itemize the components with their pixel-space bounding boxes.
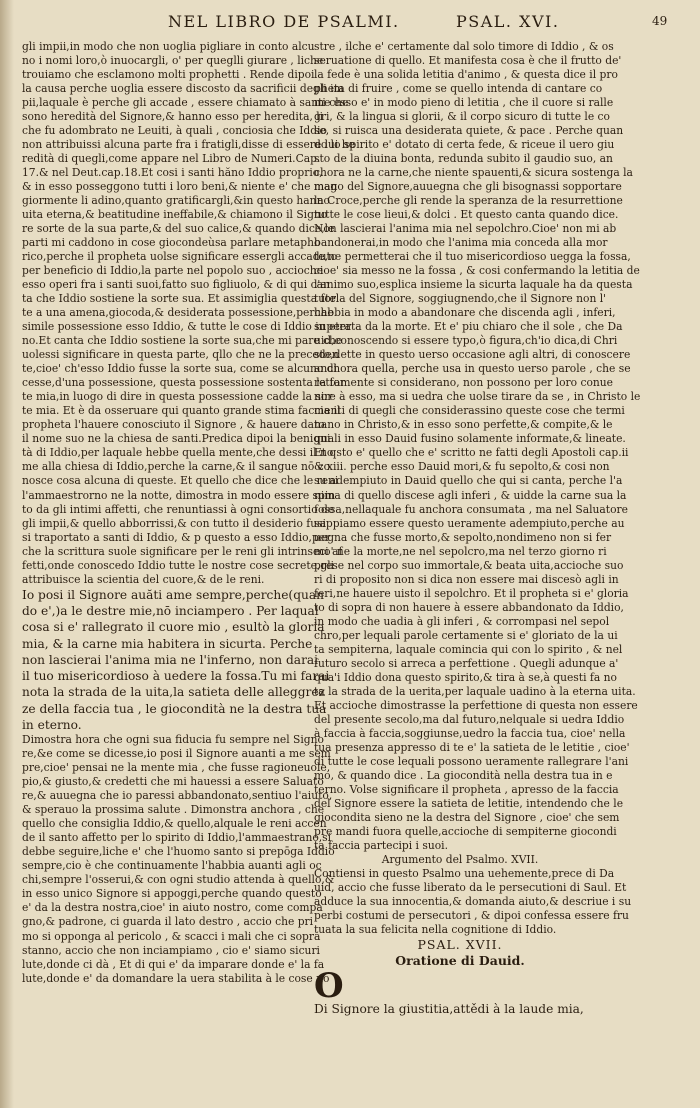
text-line: & sperauo la prossima salute . Dimonstra anchora , che [22,803,325,817]
text-line: che fu adombrato ne Leuiti, à quali , conciosia che Iddio [22,124,327,138]
text-line: te,ne permetterai che il tuo misericordioso uegga la fossa, [314,250,631,264]
text-line: re,&e come se dicesse,io posi il Signore auanti a me sem [22,747,331,761]
text-line: pre mandi fuora quelle,accioche di sempiterne giocondi [314,824,617,838]
commentary-block-1 [22,40,355,587]
text-line: seruatione di quello. Et manifesta cosa è che il frutto de' [314,54,622,68]
verse-line: non lascierai l'anima mia ne l'inferno, non darai [22,652,319,667]
commentary-block-3 [314,40,641,853]
text-line: fetti,onde conoscedo Iddio tutte le nostre cose secrete,gli [22,558,335,572]
text-line: tua presenza appresso di te e' la satieta de le letitie , cioe' [314,740,630,754]
text-line: nima di quello discese agli inferi , & uidde la carne sua la [314,488,627,502]
text-line: te mia,in luogo di dire in questa possessione cadde la sor [22,390,333,404]
text-line: del presente secolo,ma dal futuro,nelquale si uedra Iddio [314,712,625,726]
text-line: su adempiuto in Dauid quello che qui si canta, perche l'a [314,474,623,488]
text-line: Et qsto e' quello che e' scritto ne fatti degli Apostoli cap.ii [314,446,629,460]
text-line: à faccia à faccia,soggiunse,uedro la faccia tua, cioe' nella [314,726,626,740]
text-line: prese nel corpo suo immortale,& beata uita,accioche suo [314,558,624,572]
text-line: bandonerai,in modo che l'anima mia conceda alla mor [314,236,608,250]
verse-line: in eterno. [22,717,82,732]
left-column [22,40,355,986]
text-line: qua'i Iddio dona questo spirito,& tira à se,à questi fa no [314,670,617,684]
text-line: nire à esso, ma si uedra che uolse tirare da se , in Christo le [314,390,641,404]
text-line: Dimostra hora che ogni sua fiducia fu sempre nel Signo [22,733,324,747]
text-line: uid,conoscendo si essere typo,ò figura,ch'io dica,di Chri [314,334,618,348]
text-line: te a una amena,giocoda,& desiderata possessione,perche [22,306,334,320]
folio-number: 49 [652,14,668,28]
text-line: cioe' sia messo ne la fossa , & cosi confermando la letitia de [314,264,640,278]
running-head [0,12,700,38]
running-head-title: NEL LIBRO DE PSALMI. [168,12,400,31]
argument-line: Contiensi in questo Psalmo una uehemente,prece di Da [314,866,615,880]
text-line: to di sopra di non hauere à essere abbandonato da Iddio, [314,600,624,614]
right-column [314,40,641,1017]
text-line: terno. Volse significare il propheta , apresso de la faccia [314,782,619,796]
verse-line: il tuo misericordioso à uedere la fossa.Tu mi farai [22,669,330,684]
psalm-number: PSAL. XVII. [417,937,503,952]
text-line: mano del Signore,auuegna che gli bisognassi sopportare [314,180,622,194]
text-line: tutte le cose lieui,& dolci . Et questo canta quando dice. [314,208,619,222]
psalm-title: Oratione di Dauid. [395,953,525,968]
text-line: ta che Iddio sostiene la sorte sua. Et assimiglia questa for [22,292,336,306]
text-line: e' da la destra nostra,cioe' in aiuto nostro, come compa [22,901,323,915]
text-line: giormente li adino,quanto gratificargli,&in questo hanno [22,194,330,208]
text-line: che la scrittura suole significare per le reni gli intrinseci af [22,544,343,558]
text-line: si traportato a santi di Iddio, & p questo a esso Iddio,per [22,530,331,544]
verse-line: Io posi il Signore auăti ame sempre,perche(quan [22,587,324,602]
text-line: gno,& padrone, ci guarda il lato destro , accio che pri [22,915,314,929]
text-line: gli impii,& quello abborrissi,& con tutto il desiderio fusi [22,516,327,530]
drop-cap-initial: O [314,966,344,1006]
verse-line: ze della faccia tua , le giocondità ne la destra tua [22,701,327,716]
text-line: nano in Christo,& in esso sono perfette,& compite,& le [314,418,613,432]
text-line: ta faccia partecipi i suoi. [314,838,448,852]
text-line: il nome suo ne la chiesa de santi.Predica dipoi la benigni [22,432,331,446]
text-line: ta sempiterna, laquale comincia qui con lo spirito , & nel [314,642,623,656]
text-line: nosce cosa alcuna di queste. Et quello che dice che le reni [22,474,339,488]
text-line: parti mi caddono in cose giocondeùsa parlare metapho [22,236,321,250]
verse-line: nota la strada de la uita,la satieta delle alleggrez [22,685,325,700]
text-line: futuro secolo si arreca a perfettione . Quegli adunque a' [314,656,619,670]
text-line: uegna che fusse morto,& sepolto,nondimeno non si fer [314,530,612,544]
text-line: la causa perche uoglia essere discosto da sacrificii degli im [22,82,344,96]
verse-block [22,587,330,734]
text-line: chi,sempre l'osserui,& con ogni studio attenda à quello,& [22,873,335,887]
text-line: in modo che uadia à gli inferi , & corrompasi nel sepol [314,614,610,628]
text-line: no.Et canta che Iddio sostiene la sorte sua,che mi pare che [22,334,343,348]
text-line: tà di Iddio,per laquale hebbe quella mente,che dessi il no [22,446,334,460]
verse-line: cosa si e' rallegrato il cuore mio , esultò la gloria [22,620,325,635]
argument-line: perbi costumi de persecutori , & dipoi confessa essere fru [314,908,629,922]
text-line: pio,& giusto,& credetti che mi hauessi a essere Saluato [22,775,324,789]
text-line: re sorte de la sua parte,& del suo calice,& quando dice,le [22,222,335,236]
text-line: sempre,cio è che continuamente l'habbia auanti agli oc [22,859,322,873]
text-line: sto,dette in questo uerso occasione agli altri, di conoscere [314,348,631,362]
text-line: mo' ne la morte,ne nel sepolcro,ma nel terzo giorno ri [314,544,607,558]
text-line: & xiii. perche esso Dauid mori,& fu sepolto,& cosi non [314,460,610,474]
text-line: do lo spirito e' dotato di certa fede, & riceue il uero giu [314,138,615,152]
text-line: menti di quegli che considerassino queste cose che termi [314,404,625,418]
text-line: stre , ilche e' certamente dal solo timore di Iddio , & os [314,40,614,53]
text-line: me alla chiesa di Iddio,perche la carne,& il sangue nō co [22,460,331,474]
text-line: uita eterna,& beatitudine ineffabile,& chiamono il Signo [22,208,328,222]
text-line: del Signore essere la satieta de letitie, intendendo che le [314,796,624,810]
text-line: tutela del Signore, soggiugnendo,che il Signore non l' [314,292,607,306]
text-line: attribuisce la scientia del cuore,& de le reni. [22,572,265,586]
text-line: giocondita sieno ne la destra del Signore , cioe' che sem [314,810,620,824]
text-line: 17.& nel Deut.cap.18.Et cosi i santi hăno Iddio proprio, [22,166,323,180]
text-line: te,cioe' ch'esso Iddio fusse la sorte sua, come se alcuno di [22,362,338,376]
text-line: la fede è una solida letitia d'animo , & questa dice il pro [314,68,618,82]
text-line: quello che consiglia Iddio,& quello,alquale le reni accen [22,817,327,831]
text-line: habbia in modo a abandonare che discenda agli , inferi, [314,306,616,320]
text-line: rettamente si considerano, non possono per loro conue [314,376,613,390]
binding-gutter [0,0,14,1108]
text-line: simile possessione esso Iddio, & tutte le cose di Iddio in eter [22,320,352,334]
text-line: feri,ne hauere uisto il sepolchro. Et il propheta si e' gloria [314,586,629,600]
verse-line: do e'‚)a le destre mie,nō inciampero . Per laqual [22,603,319,618]
text-line: la Croce,perche gli rende la speranza de la resurrettione [314,194,623,208]
text-line: pii,laquale è perche gli accade , essere chiamato à santi che [22,96,349,110]
text-line: lute,donde e' da domandare la uera stabilita à le cose no [22,971,330,985]
text-line: redità di quegli,come appare nel Libro de Numeri.Cap. [22,152,321,166]
first-verse [314,966,606,1017]
text-line: sappiamo essere questo ueramente adempiuto,perche au [314,516,625,530]
verse-line: mia, & la carne mia habitera in sicurta. Perche [22,636,313,651]
text-line: l'ammaestrorno ne la notte, dimostra in modo essere spin [22,488,336,502]
argument-line: uid, accio che fusse liberato da le persecutioni di Saul. Et [314,880,627,894]
text-line: se, si ruisca una desiderata quiete, & pace . Perche quan [314,124,624,138]
text-line: trouiamo che esclamono molti prophetti . Rende dipoi [22,68,315,82]
text-line: sto de la diuina bonta, redunda subito il gaudio suo, an [314,152,613,166]
text-line: pre,cioe' pensai ne la mente mia , che fusse ragioneuole, [22,761,331,775]
text-line: quali in esso Dauid fusino solamente informate,& lineate. [314,432,626,446]
first-verse-text: Di Signore la giustitia,attědi à la laude mia, [314,1002,584,1016]
text-line: de il santo affetto per lo spirito di Iddio,l'ammaestrano,si [22,831,332,845]
text-line: gri, & la lingua si glorii, & il corpo sicuro di tutte le co [314,110,610,124]
text-line: di tutte le cose lequali possono ueramente rallegrare l'ani [314,754,629,768]
text-line: te mia. Et è da osseruare qui quanto grande stima faccia il [22,404,341,418]
text-line: mo, & quando dice . La giocondità nella destra tua in e [314,768,613,782]
text-line: sono heredità del Signore,& hanno esso per heredita, li [22,110,324,124]
text-line: chora ne la carne,che niente spauenti,& sicura sostenga la [314,166,633,180]
text-line: Non lascierai l'anima mia nel sepolchro.Cioe' non mi ab [314,222,617,236]
text-line: ri di proposito non si dica non essere mai discesò agli in [314,572,619,586]
text-line: non attribuissi alcuna parte fra i fratigli,disse di essere lui he [22,138,355,152]
text-line: esso operi fra i santi suoi,fatto suo figliuolo, & di qui can [22,278,330,292]
text-line: gli impii,in modo che non uoglia pigliare in conto alcu [22,40,315,53]
text-line: debbe seguire,liche e' che l'huomo santo si prepōga Iddio [22,845,335,859]
text-line: lute,donde ci dà , Et di qui e' da imparare donde e' la fa [22,957,325,971]
argument-title: Argumento del Psalmo. XVII. [381,852,539,866]
text-line: to da gli intimi affetti, che renuntiassi à ogni consortio de [22,502,335,516]
text-line: stanno, accio che non inciampiamo , cio e' siamo sicuri [22,943,320,957]
text-line: in esso unico Signore si appoggi,perche quando questo [22,887,322,901]
text-line: Et accioche dimostrasse la perfettione di questa non essere [314,698,638,712]
argument-text [314,866,632,937]
text-line: & in esso posseggono tutti i loro beni,& niente e' che mag [22,180,338,194]
argument-line: tuata la sua felicita nella cognitione di Iddio. [314,922,557,936]
text-line: mo si opponga al pericolo , & scacci i mali che ci sopra [22,929,321,943]
text-line: per beneficio di Iddio,la parte nel popolo suo , accioche [22,264,323,278]
text-line: cesse,d'una possessione, questa possessione sostenta la for [22,376,345,390]
commentary-block-2 [22,733,335,985]
text-line: propheta l'hauere conosciuto il Signore , & hauere dato [22,418,325,432]
running-head-psalm: PSAL. XVI. [456,12,560,31]
text-line: pheta di fruire , come se quello intenda di cantare co [314,82,603,96]
text-line: uolessi significare in questa parte, qllo che ne la preceden [22,348,339,362]
text-line: fossa,nellaquale fu anchora consumata , ma nel Saluatore [314,502,628,516]
text-line: anchora quella, perche usa in questo uerso parole , che se [314,362,631,376]
text-line: l'animo suo,esplica insieme la sicurta laquale ha da questa [314,278,633,292]
text-line: chro,per lequali parole certamente si e' gloriato de la ui [314,628,618,642]
text-line: re,& auuegna che io paressi abbandonato,sentiuo l'aiuto, [22,789,333,803]
argument-line: adduce la sua innocentia,& domanda aiuto,& descriue i su [314,894,632,908]
text-line: rico,perche il propheta uolse significare essergli accaduto [22,250,338,264]
text-line: no i nomi loro,ò inuocargli, o' per queglli giurare , liche [22,54,324,68]
text-line: ta la strada de la uerita,per laquale uadino à la eterna uita. [314,684,636,698]
text-line: me esso e' in modo pieno di letitia , che il cuore si ralle [314,96,614,110]
text-line: superata da la morte. Et e' piu chiaro che il sole , che Da [314,320,623,334]
